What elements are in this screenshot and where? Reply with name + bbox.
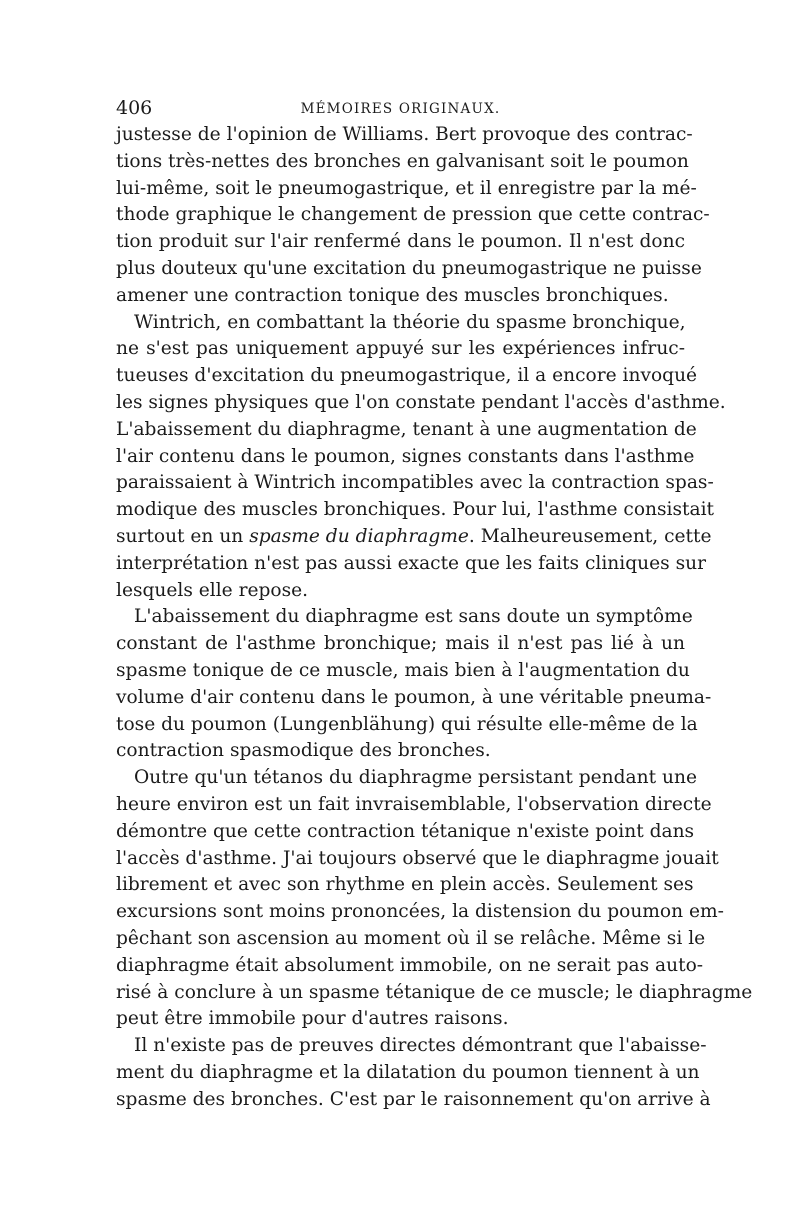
italic-text: spasme du diaphragme [249, 525, 469, 547]
text-segment: ment du diaphragme et la dilatation du poumon tiennent à un [116, 1061, 700, 1083]
text-line [116, 953, 704, 980]
text-line [116, 310, 685, 337]
text-segment: l'air contenu dans le poumon, signes constants dans l'asthme [116, 445, 695, 467]
text-line [116, 926, 706, 953]
text-segment: librement et avec son rhythme en plein accès. Seulement ses [116, 874, 694, 896]
text-line [116, 980, 753, 1007]
text-segment: L'abaissement du diaphragme, tenant à une augmentation de [116, 418, 697, 440]
text-line [116, 578, 685, 605]
text-segment: contraction spasmodique des bronches. [116, 740, 491, 762]
text-segment: spasme tonique de ce muscle, mais bien à l'augmentation du [116, 659, 690, 681]
text-line [116, 658, 690, 685]
text-line [116, 336, 685, 363]
text-segment: heure environ est un fait invraisemblable, l'observation directe [116, 793, 712, 815]
text-line [116, 229, 685, 256]
text-segment: spasme des bronches. C'est par le raisonnement qu'on arrive à [116, 1088, 711, 1110]
text-line [116, 738, 685, 765]
text-segment: constant de l'asthme bronchique; mais il n'est pas lié à un [116, 633, 685, 655]
text-segment: peut être immobile pour d'autres raisons. [116, 1008, 509, 1030]
text-line [116, 1033, 707, 1060]
text-segment: pêchant son ascension au moment où il se relâche. Même si le [116, 927, 706, 949]
text-line [116, 444, 695, 471]
text-segment: volume d'air contenu dans le poumon, à une véritable pneuma- [116, 686, 712, 708]
text-segment: démontre que cette contraction tétanique n'existe point dans [116, 820, 695, 842]
text-line [116, 202, 710, 229]
text-segment: justesse de l'opinion de Williams. Bert provoque des contrac- [116, 124, 693, 145]
text-line [116, 256, 702, 283]
text-segment: tose du poumon (Lungenblähung) qui résulte elle-même de la [116, 713, 698, 735]
text-line [116, 1006, 685, 1033]
text-line [116, 792, 712, 819]
text-segment: lui-même, soit le pneumogastrique, et il enregistre par la mé- [116, 177, 697, 199]
text-segment: diaphragme était absolument immobile, on ne serait pas auto- [116, 954, 704, 976]
text-segment: Wintrich, en combattant la théorie du spasme bronchique, [134, 311, 686, 333]
text-line [116, 524, 712, 551]
text-line [116, 872, 694, 899]
text-line [116, 417, 697, 444]
text-line [116, 363, 698, 390]
text-segment: modique des muscles bronchiques. Pour lui, l'asthme consistait [116, 499, 715, 521]
text-line [116, 1087, 711, 1114]
text-line [116, 176, 697, 203]
text-line [116, 685, 712, 712]
text-line [116, 283, 685, 310]
text-line [116, 122, 693, 149]
text-segment: Il n'existe pas de preuves directes démontrant que l'abaisse- [134, 1035, 707, 1057]
page-header [116, 97, 685, 119]
page-number: 406 [116, 97, 153, 119]
text-segment: L'abaissement du diaphragme est sans doute un symptôme [134, 606, 693, 628]
paragraph [116, 765, 753, 1033]
text-segment: surtout en un [116, 525, 250, 547]
text-segment: risé à conclure à un spasme tétanique de ce muscle; le diaphragme [116, 981, 753, 1003]
paragraph [116, 122, 710, 310]
text-line [116, 497, 715, 524]
text-segment: excursions sont moins prononcées, la distension du poumon em- [116, 901, 724, 923]
body-text [116, 122, 753, 1113]
text-line [116, 765, 697, 792]
text-segment: ne s'est pas uniquement appuyé sur les expériences infruc- [116, 338, 685, 360]
text-segment: thode graphique le changement de pression que cette contrac- [116, 204, 710, 226]
paragraph [116, 604, 712, 765]
text-line [116, 819, 695, 846]
text-segment: lesquels elle repose. [116, 579, 309, 601]
paragraph [116, 1033, 711, 1113]
text-segment: interprétation n'est pas aussi exacte que les faits cliniques sur [116, 552, 706, 574]
text-segment: . Malheureusement, cette [468, 525, 712, 547]
text-line [116, 470, 714, 497]
paragraph [116, 310, 726, 605]
text-line [116, 604, 693, 631]
text-segment: tions très-nettes des bronches en galvanisant soit le poumon [116, 150, 689, 172]
text-line [116, 390, 726, 417]
text-line [116, 899, 724, 926]
text-segment: les signes physiques que l'on constate pendant l'accès d'asthme. [116, 391, 726, 413]
text-segment: plus douteux qu'une excitation du pneumogastrique ne puisse [116, 257, 702, 279]
text-segment: tion produit sur l'air renfermé dans le poumon. Il n'est donc [116, 231, 685, 253]
text-line [116, 1060, 700, 1087]
text-segment: amener une contraction tonique des muscles bronchiques. [116, 284, 669, 306]
text-line [116, 551, 706, 578]
text-segment: tueuses d'excitation du pneumogastrique, il a encore invoqué [116, 365, 698, 387]
text-line [116, 631, 685, 658]
text-segment: paraissaient à Wintrich incompatibles avec la contraction spas- [116, 472, 714, 494]
text-segment: l'accès d'asthme. J'ai toujours observé que le diaphragme jouait [116, 847, 719, 869]
running-title: MÉMOIRES ORIGINAUX. [300, 101, 501, 117]
text-line [116, 712, 698, 739]
text-segment: Outre qu'un tétanos du diaphragme persistant pendant une [134, 767, 697, 789]
text-line [116, 846, 719, 873]
text-line [116, 149, 689, 176]
